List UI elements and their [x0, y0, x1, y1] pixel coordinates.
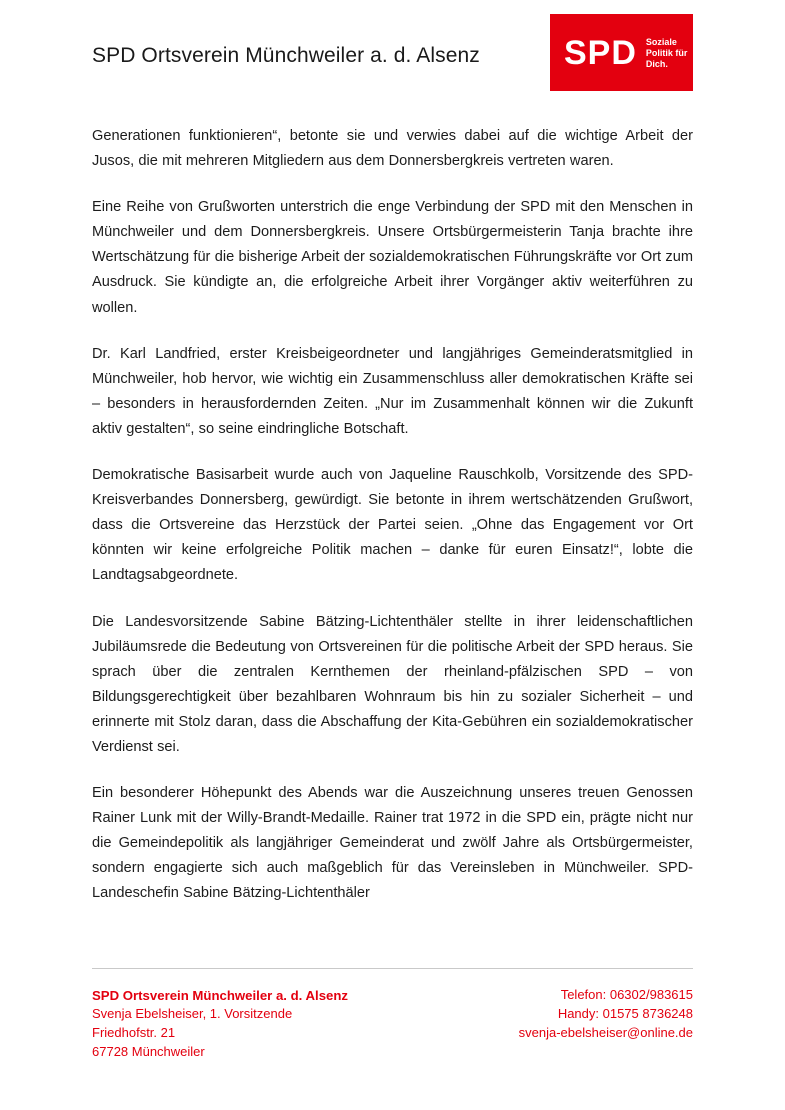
footer-email[interactable]: svenja-ebelsheiser@online.de — [518, 1024, 693, 1040]
spd-logo-claim-line-1: Soziale — [645, 36, 677, 47]
body-paragraph: Die Landesvorsitzende Sabine Bätzing-Lichtenthäler stellte in ihrer leidenschaftlichen Jubiläumsrede die Bedeutung von Ortsvereinen für die politische Arbeit der SPD heraus. Sie sprach über die zentralen Kernthemen der rheinland-pfälzischen SPD – von Bildungsgerechtigkeit über bezahlbaren Wohnraum bis hin zu sozialer Sicherheit – und erinnerte mit Stolz daran, dass die Abschaffung der Kita-Gebühren ein sozialdemokratischer Verdienst sei. — [92, 613, 693, 755]
document-footer — [0, 968, 785, 1110]
footer-city: 67728 Münchweiler — [92, 1044, 205, 1060]
footer-phone: Telefon: 06302/983615 — [560, 987, 693, 1002]
footer-mobile: Handy: 01575 8736248 — [557, 1005, 693, 1021]
page-title: SPD Ortsverein Münchweiler a. d. Alsenz — [92, 44, 480, 67]
footer-contact-block — [519, 986, 693, 1043]
body-paragraph: Generationen funktionieren“, betonte sie und verwies dabei auf die wichtige Arbeit der Jusos, die mit mehreren Mitgliedern aus dem Donnersbergkreis vertreten waren. — [92, 128, 693, 170]
spd-logo — [550, 14, 693, 91]
spd-logo-claim-line-2: Politik für — [645, 47, 688, 58]
document-header — [0, 0, 785, 108]
footer-address-block — [92, 986, 348, 1062]
spd-logo-wordmark: SPD — [564, 33, 637, 72]
footer-divider — [92, 968, 693, 969]
spd-logo-claim — [646, 37, 688, 71]
body-paragraph: Dr. Karl Landfried, erster Kreisbeigeordneter und langjähriges Gemeinderatsmitglied in Münchweiler, hob hervor, wie wichtig ein Zusammenschluss aller demokratischen Kräfte sei – besonders in herausfordernden Zeiten. „Nur im Zusammenhalt können wir die Zukunft aktiv gestalten“, so seine eindringliche Botschaft. — [92, 345, 693, 437]
body-paragraph: Ein besonderer Höhepunkt des Abends war die Auszeichnung unseres treuen Genossen Rainer Lunk mit der Willy-Brandt-Medaille. Rainer trat 1972 in die SPD ein, prägte nicht nur die Gemeindepolitik als langjähriger Gemeinderat und zwölf Jahre als Ortsbürgermeister, sondern engagierte sich auch maßgeblich für das Vereinsleben in Münchweiler. SPD-Landeschefin Sabine Bätzing-Lichtenthäler — [92, 785, 693, 902]
footer-contact-person: Svenja Ebelsheiser, 1. Vorsitzende — [92, 1006, 293, 1022]
footer-street: Friedhofstr. 21 — [92, 1025, 176, 1041]
body-paragraph: Demokratische Basisarbeit wurde auch von Jaqueline Rauschkolb, Vorsitzende des SPD-Kreisverbandes Donnersberg, gewürdigt. Sie betonte in ihrem wertschätzenden Grußwort, dass die Ortsvereine das Herzstück der Partei seien. „Ohne das Engagement vor Ort könnten wir keine erfolgreiche Politik machen – danke für euren Einsatz!“, lobte die Landtagsabgeordnete. — [92, 467, 693, 584]
footer-organization: SPD Ortsverein Münchweiler a. d. Alsenz — [92, 988, 349, 1003]
body-paragraph: Eine Reihe von Grußworten unterstrich die enge Verbindung der SPD mit den Menschen in Münchweiler und dem Donnersbergkreis. Unsere Ortsbürgermeisterin Tanja brachte ihre Wertschätzung für die bisherige Arbeit der sozialdemokratischen Führungskräfte vor Ort zum Ausdruck. Sie kündigte an, die erfolgreiche Arbeit ihrer Vorgänger aktiv weiterführen zu wollen. — [92, 199, 693, 316]
document-body — [92, 124, 693, 907]
spd-logo-claim-line-3: Dich. — [645, 59, 668, 70]
